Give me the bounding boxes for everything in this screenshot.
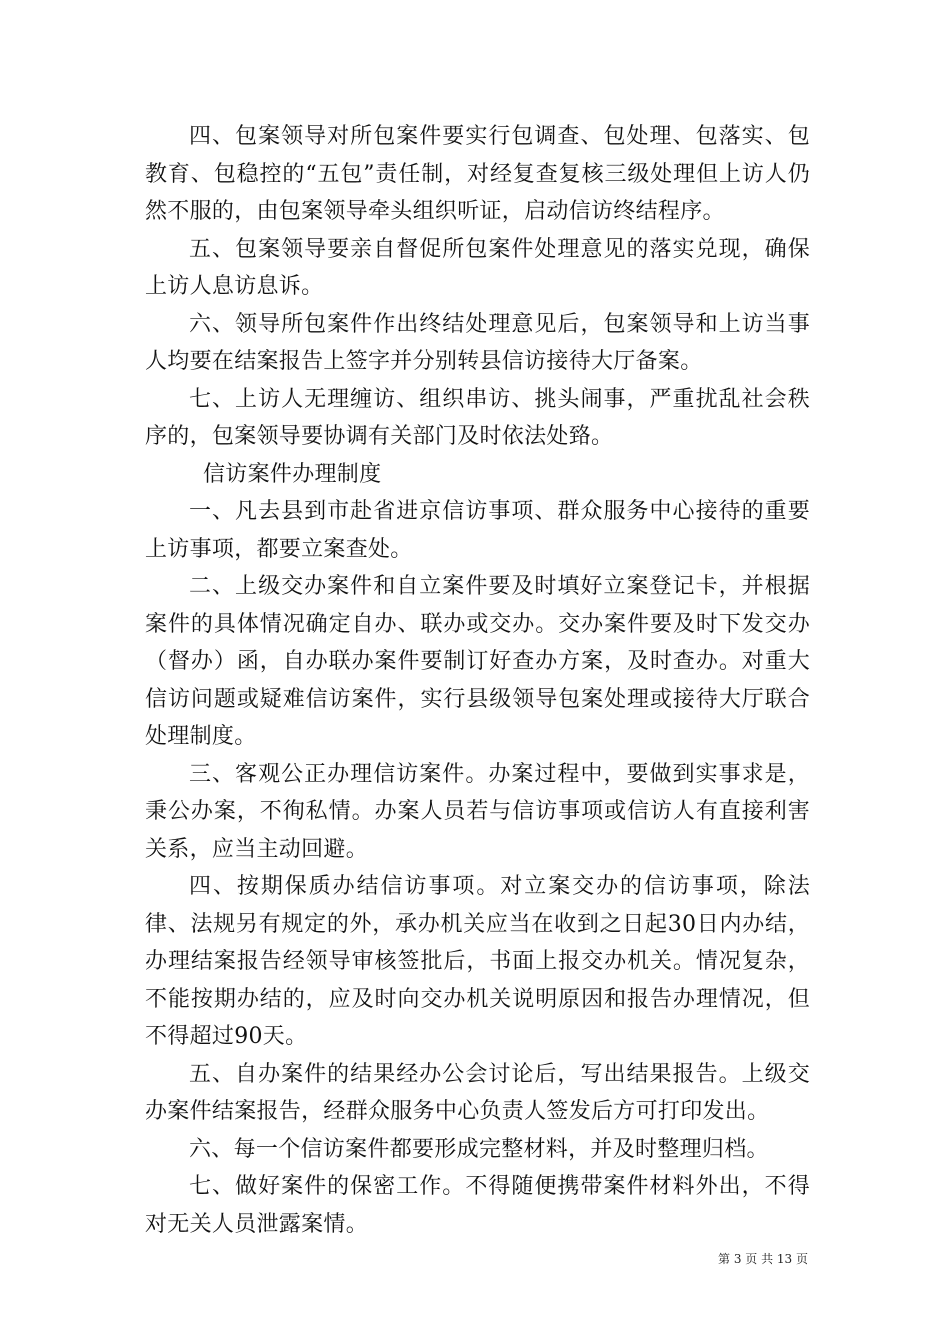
paragraph-item-4: 四、包案领导对所包案件要实行包调查、包处理、包落实、包教育、包稳控的“五包”责任制，对经复查复核三级处理但上访人仍然不服的，由包案领导牵头组织听证，启动信访终结程序。 <box>145 124 810 224</box>
document-body <box>145 118 810 1243</box>
paragraph-rule-1: 一、凡去县到市赴省进京信访事项、群众服务中心接待的重要上访事项，都要立案查处。 <box>145 499 810 562</box>
paragraph-rule-4: 四、按期保质办结信访事项。对立案交办的信访事项，除法律、法规另有规定的外，承办机关应当在收到之日起30日内办结，办理结案报告经领导审核签批后，书面上报交办机关。情况复杂，不能按期办结的，应及时向交办机关说明原因和报告办理情况，但不得超过90天。 <box>145 874 810 1049</box>
paragraph-rule-3: 三、客观公正办理信访案件。办案过程中，要做到实事求是，秉公办案，不徇私情。办案人员若与信访事项或信访人有直接利害关系，应当主动回避。 <box>145 761 810 862</box>
page-number-footer: 第 3 页 共 13 页 <box>718 1252 808 1266</box>
section-heading: 信访案件办理制度 <box>203 461 382 487</box>
paragraph-item-6: 六、领导所包案件作出终结处理意见后，包案领导和上访当事人均要在结案报告上签字并分别转县信访接待大厅备案。 <box>145 311 810 374</box>
paragraph-rule-7: 七、做好案件的保密工作。不得随便携带案件材料外出，不得对无关人员泄露案情。 <box>145 1174 810 1237</box>
paragraph-item-7: 七、上访人无理缠访、组织串访、挑头闹事，严重扰乱社会秩序的，包案领导要协调有关部门及时依法处臵。 <box>145 386 810 449</box>
paragraph-rule-6: 六、每一个信访案件都要形成完整材料，并及时整理归档。 <box>189 1136 769 1162</box>
paragraph-rule-2: 二、上级交办案件和自立案件要及时填好立案登记卡，并根据案件的具体情况确定自办、联办或交办。交办案件要及时下发交办（督办）函，自办联办案件要制订好查办方案，及时查办。对重大信访问题或疑难信访案件，实行县级领导包案处理或接待大厅联合处理制度。 <box>145 574 810 749</box>
paragraph-item-5: 五、包案领导要亲自督促所包案件处理意见的落实兑现，确保上访人息访息诉。 <box>145 236 810 299</box>
paragraph-rule-5: 五、自办案件的结果经办公会讨论后，写出结果报告。上级交办案件结案报告，经群众服务中心负责人签发后方可打印发出。 <box>145 1061 810 1124</box>
